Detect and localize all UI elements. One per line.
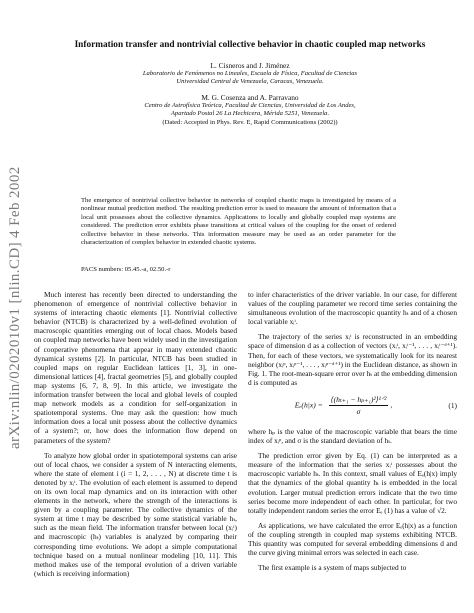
authors-group-1: L. Cisneros and J. Jiménez <box>210 60 290 70</box>
affiliation-2-line-1: Centro de Astrofísica Teórica, Facultad de Ciencias, Universidad de Los Andes, <box>144 102 356 110</box>
affiliation-1-line-2: Universidad Central de Venezuela, Caracas, Venezuela. <box>176 77 324 85</box>
paragraph-hp-definition: where hₚ is the value of the macroscopic variable that bears the time index of xᵢᵖ, and σ is the standard deviation of hₜ. <box>248 426 457 446</box>
paragraph-intro: Much interest has recently been directed to understanding the phenomenon of emergence of nontrivial collective behavior in systems of interacting chaotic elements [1]. Nontrivial collective behavior (NTCB) is characterized by a well-defined evolution of macroscopic quantities emerging out of local chaos. Models based on coupled map networks have been widely used in the investigation of cooperative phenomena that appear in many extended chaotic dynamical systems [2]. In particular, NTCB has been studied in coupled maps on regular Euclidean lattices [1, 3], in one-dimensional lattices [4], fractal geometries [5], and globally coupled map systems [6, 7, 8, 9]. In this article, we investigate the information transfer between the local and global levels of coupled map network models as a condition for self-organization in spatiotemporal systems. One may ask the question: how much information does a local unit possess about the collective dynamics of a system?; or, how does the information flow depend on parameters of the system? <box>34 290 237 445</box>
abstract: The emergence of nontrivial collective behavior in networks of coupled chaotic maps is investigated by means of a nonlinear mutual prediction method. The resulting prediction error is used to measure the amount of information that a local unit possesses about the collective dynamics. Applications to locally and globally coupled map systems are considered. The prediction error exhibits phase transitions at critical values of the coupling for the onset of ordered collective behavior in these networks. This information measure may be used as an order parameter for the characterization of complex behavior in extended chaotic systems. <box>81 197 396 247</box>
paragraph-model: To analyze how global order in spatiotemporal systems can arise out of local chaos, we consider a system of N interacting elements, where the state of element i (i = 1, 2, . . . , N) at discrete time t is denoted by xᵢᵗ. The evolution of each element is assumed to depend on its own local map dynamics and on its interaction with other elements in the network, where the strength of the interactions is given by a coupling parameter. The collective dynamics of the system at time t may be described by some statistical variable hₜ, such as the mean field. The information transfer between local (xᵢᵗ) and macroscopic (hₜ) variables is analyzed by comparing their corresponding time evolutions. We adopt a simple computational technique based on a mutual nonlinear modeling [10, 11]. This method makes use of the temporal evolution of a driven variable (which is receiving information) <box>34 450 237 578</box>
equation-denominator: σ <box>356 407 361 417</box>
paragraph-first-example: The first example is a system of maps subjected to <box>258 563 407 573</box>
pacs-numbers: PACS numbers: 05.45.-a, 02.50.-r <box>81 266 171 273</box>
equation-number: (1) <box>448 401 457 411</box>
affiliation-2-line-2: Apartado Postal 26 La Hechicera, Mérida 5251, Venezuela. <box>170 110 330 118</box>
paragraph-embedding: The trajectory of the series xᵢᵗ is reconstructed in an embedding space of dimension d as a collection of vectors (xᵢᵗ, xᵢᵗ⁻¹, . . . , xᵢᵗ⁻ᵈ⁺¹). Then, for each of these vectors, we systematically look for its nearest neighbor (xᵢᵖ, xᵢᵖ⁻¹, . . . , xᵢᵖ⁻ᵈ⁺¹) in the Euclidean distance, as shown in Fig. 1. The root-mean-square error over hₜ at the embedding dimension d is computed as <box>248 332 457 387</box>
paragraph-interpretation: The prediction error given by Eq. (1) can be interpreted as a measure of the information that the series xᵢᵗ possesses about the macroscopic variable hₜ. In this context, small values of Eₑ(h|x) imply that the dynamics of the global quantity hₜ is embedded in the local evolution. Larger mutual prediction errors indicate that the two time series become more independent of each other. In particular, for two totally independent random series the error Eₑ (1) has a value of √2. <box>248 451 457 515</box>
equation-lhs: Eₑ(h|x) = <box>294 400 323 410</box>
equation-1: Eₑ(h|x) = ⟨(hₜ₊₁ − hₚ₊₁)²⟩¹ᐟ² σ , (1) <box>294 395 457 417</box>
paper-header <box>40 0 460 127</box>
right-column <box>248 290 457 572</box>
equation-numerator: ⟨(hₜ₊₁ − hₚ₊₁)²⟩¹ᐟ² <box>329 395 389 406</box>
dated-line: (Dated: Accepted in Phys. Rev. E, Rapid Communications (2002)) <box>162 118 338 126</box>
paragraph-applications: As applications, we have calculated the error Eₑ(h|x) as a function of the coupling strength in coupled map systems exhibiting NTCB. This quantity was computed for several embedding dimensions d and the curve giving minimal errors was selected in each case. <box>248 520 457 558</box>
affiliation-1-line-1: Laboratorio de Fenómenos no Lineales, Escuela de Física, Facultad de Ciencias <box>142 69 358 77</box>
left-column <box>34 290 237 578</box>
authors-group-2: M. G. Cosenza and A. Parravano <box>201 93 299 103</box>
paragraph-continuation: to infer characteristics of the driver variable. In our case, for different values of the coupling parameter we record time series containing the simultaneous evolution of the macroscopic quantity hₜ and of a chosen local variable xᵢᵗ. <box>248 290 457 327</box>
paper-title: Information transfer and nontrivial collective behavior in chaotic coupled map networks <box>74 40 426 50</box>
arxiv-identifier: arXiv:nlin/0202010v1 [nlin.CD] 4 Feb 2002 <box>7 166 23 450</box>
